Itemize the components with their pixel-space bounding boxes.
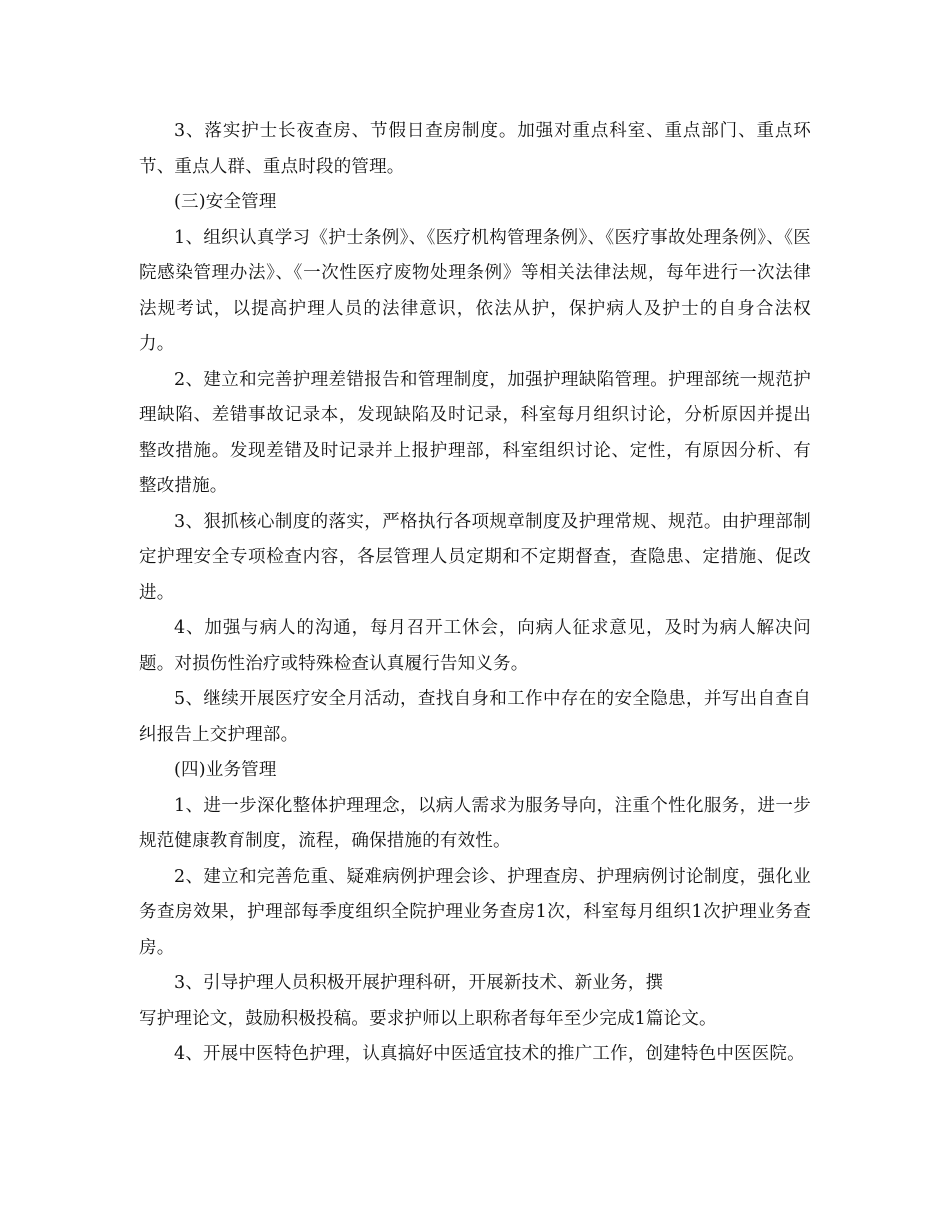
section-heading-business-management: (四)业务管理 [174,760,277,780]
paragraph-item-1-law-study: 1、组织认真学习《护士条例》、《医疗机构管理条例》、《医疗事故处理条例》、《医院感染管理办法》、《一次性医疗废物处理条例》等相关法律法规，每年进行一次法律法规考试，以提高护理人员的法律意识，依法从护，保护病人及护士的自身合法权力。 [139,227,811,354]
paragraph-item-1-holistic-care: 1、进一步深化整体护理理念，以病人需求为服务导向，注重个性化服务，进一步规范健康教育制度，流程，确保措施的有效性。 [139,795,811,851]
paragraph-item-3-core-system: 3、狠抓核心制度的落实，严格执行各项规章制度及护理常规、规范。由护理部制定护理安全专项检查内容，各层管理人员定期和不定期督查，查隐患、定措施、促改进。 [139,511,811,603]
document-page [139,114,811,1073]
paragraph-item-2-error-reporting: 2、建立和完善护理差错报告和管理制度，加强护理缺陷管理。护理部统一规范护理缺陷、差错事故记录本，发现缺陷及时记录，科室每月组织讨论，分析原因并提出整改措施。发现差错及时记录并上报护理部，科室组织讨论、定性，有原因分析、有整改措施。 [139,369,811,496]
paragraph-item-2-consultation: 2、建立和完善危重、疑难病例护理会诊、护理查房、护理病例讨论制度，强化业务查房效果，护理部每季度组织全院护理业务查房1次，科室每月组织1次护理业务查房。 [139,866,811,958]
paragraph-item-3-research-continuation: 写护理论文，鼓励积极投稿。要求护师以上职称者每年至少完成1篇论文。 [139,1008,717,1029]
paragraph-item-3-night-rounds: 3、落实护士长夜查房、节假日查房制度。加强对重点科室、重点部门、重点环节、重点人群、重点时段的管理。 [139,121,811,177]
paragraph-item-5-safety-month: 5、继续开展医疗安全月活动，查找自身和工作中存在的安全隐患，并写出自查自纠报告上交护理部。 [139,689,811,745]
paragraph-item-3-research [139,966,811,1002]
paragraph-item-4-patient-communication: 4、加强与病人的沟通，每月召开工休会，向病人征求意见，及时为病人解决问题。对损伤性治疗或特殊检查认真履行告知义务。 [139,618,811,674]
paragraph-line: 3、引导护理人员积极开展护理科研，开展新技术、新业务，撰 [174,973,664,993]
paragraph-item-4-tcm-nursing: 4、开展中医特色护理，认真搞好中医适宜技术的推广工作，创建特色中医医院。 [174,1044,805,1064]
section-heading-safety-management: (三)安全管理 [174,192,277,212]
